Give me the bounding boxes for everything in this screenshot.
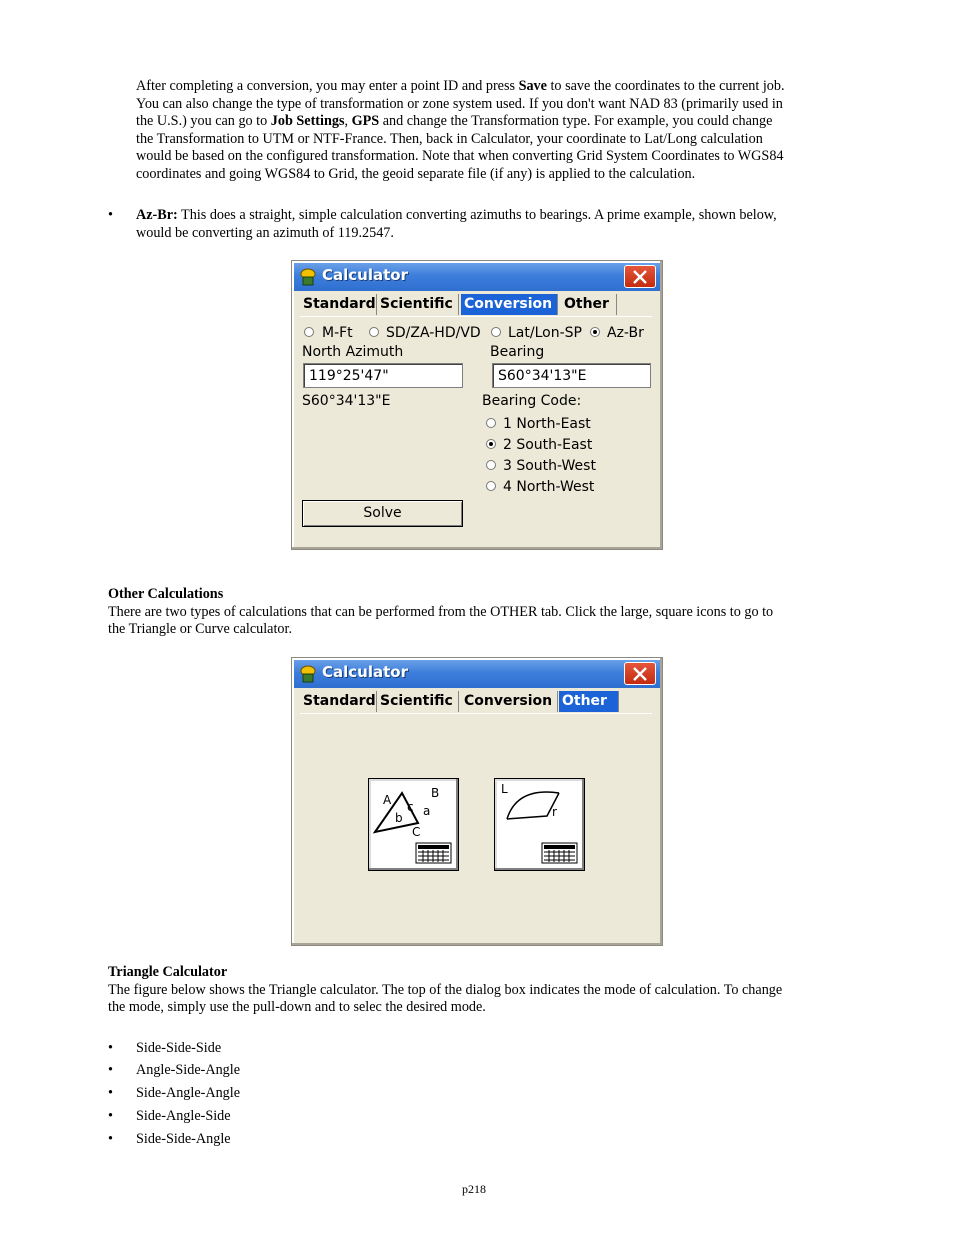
azbr-label: Az-Br: xyxy=(136,207,178,223)
bearing-result: S60°34'13"E xyxy=(302,393,391,409)
north-azimuth-input[interactable]: 119°25'47" xyxy=(303,363,463,388)
radio-label-mft: M-Ft xyxy=(322,325,353,341)
close-button[interactable] xyxy=(624,662,656,685)
curve-icon xyxy=(495,779,582,868)
intro-line-3: the U.S.) you can go to Job Settings, GPS and change the Transformation type. For example, you could change xyxy=(136,113,773,129)
code-label-1: 1 North-East xyxy=(503,416,591,432)
svg-text:A: A xyxy=(383,793,392,807)
calculator-dialog-conversion xyxy=(291,260,663,550)
calculator-app-icon xyxy=(298,664,318,684)
svg-text:B: B xyxy=(431,786,440,800)
radio-code-2[interactable] xyxy=(486,439,496,449)
radio-label-latlon: Lat/Lon-SP xyxy=(508,325,582,341)
triangle-calculator-heading: Triangle Calculator xyxy=(108,964,228,980)
north-azimuth-label: North Azimuth xyxy=(302,344,404,360)
tab-other[interactable]: Other xyxy=(561,294,617,315)
radio-code-3[interactable] xyxy=(486,460,496,470)
radio-label-sdza: SD/ZA-HD/VD xyxy=(386,325,481,341)
code-label-3: 3 South-West xyxy=(503,458,596,474)
svg-text:a: a xyxy=(423,804,431,818)
curve-calculator-button[interactable] xyxy=(494,778,585,871)
calculator-grid-icon xyxy=(416,843,451,863)
other-calculations-heading: Other Calculations xyxy=(108,586,224,602)
svg-text:L: L xyxy=(501,782,508,796)
solve-button[interactable]: Solve xyxy=(302,500,463,527)
radio-azbr[interactable] xyxy=(590,327,600,337)
intro-line-4: the Transformation to UTM or NTF-France. Then, back in Calculator, your coordinate to Lat/Long calculation xyxy=(136,130,763,147)
bearing-label: Bearing xyxy=(490,344,545,360)
tab-conversion[interactable]: Conversion xyxy=(461,691,558,712)
close-icon xyxy=(633,270,647,284)
svg-text:C: C xyxy=(412,825,421,839)
code-label-2: 2 South-East xyxy=(503,437,593,453)
radio-code-4[interactable] xyxy=(486,481,496,491)
radio-label-azbr: Az-Br xyxy=(607,325,644,341)
radio-code-1[interactable] xyxy=(486,418,496,428)
intro-line-6: coordinates and going WGS84 to Grid, the geoid separate file (if any) is applied to the calculation. xyxy=(136,165,696,182)
tab-scientific[interactable]: Scientific xyxy=(377,691,459,712)
svg-text:r: r xyxy=(552,805,557,819)
intro-line-5: would be based on the configured transformation. Note that when converting Grid System Coordinates to WGS84 xyxy=(136,148,784,164)
intro-line-1: After completing a conversion, you may enter a point ID and press Save to save the coordinates to the current job. xyxy=(136,78,785,94)
calculator-app-icon xyxy=(298,267,318,287)
close-button[interactable] xyxy=(624,265,656,288)
page-number: p218 xyxy=(462,1182,486,1196)
bullet-dot: • xyxy=(108,207,113,223)
bearing-code-label: Bearing Code: xyxy=(482,393,582,409)
tab-other[interactable]: Other xyxy=(559,691,619,712)
triangle-calculator-button[interactable] xyxy=(368,778,459,871)
radio-sdza[interactable] xyxy=(369,327,379,337)
tab-conversion[interactable]: Conversion xyxy=(461,294,558,315)
svg-text:c: c xyxy=(407,800,414,814)
close-icon xyxy=(633,667,647,681)
radio-latlon[interactable] xyxy=(491,327,501,337)
bearing-input[interactable]: S60°34'13"E xyxy=(492,363,651,388)
other-calculations-section: Other Calculations There are two types of calculations that can be performed from the OTHER tab. Click the large, square icons to go to the Triangle or Curve calculator. xyxy=(108,586,848,639)
title-bar xyxy=(294,660,660,688)
radio-mft[interactable] xyxy=(304,327,314,337)
tab-standard[interactable]: Standard xyxy=(300,294,377,315)
window-title: Calculator xyxy=(322,663,408,681)
calculator-grid-icon xyxy=(542,843,577,863)
intro-line-2: You can also change the type of transformation or zone system used. If you don't want NAD 83 (primarily used in xyxy=(136,95,783,112)
title-bar xyxy=(294,263,660,291)
svg-text:b: b xyxy=(395,811,403,825)
code-label-4: 4 North-West xyxy=(503,479,595,495)
triangle-icon xyxy=(369,779,456,868)
intro-paragraph xyxy=(136,78,856,183)
tab-scientific[interactable]: Scientific xyxy=(377,294,459,315)
tab-standard[interactable]: Standard xyxy=(300,691,377,712)
calculator-dialog-other xyxy=(291,657,663,946)
window-title: Calculator xyxy=(322,266,408,284)
triangle-calculator-section: Triangle Calculator The figure below shows the Triangle calculator. The top of the dialog box indicates the mode of calculation. To change the mode, simply use the pull-down and to selec the desired mode. xyxy=(108,964,868,1017)
